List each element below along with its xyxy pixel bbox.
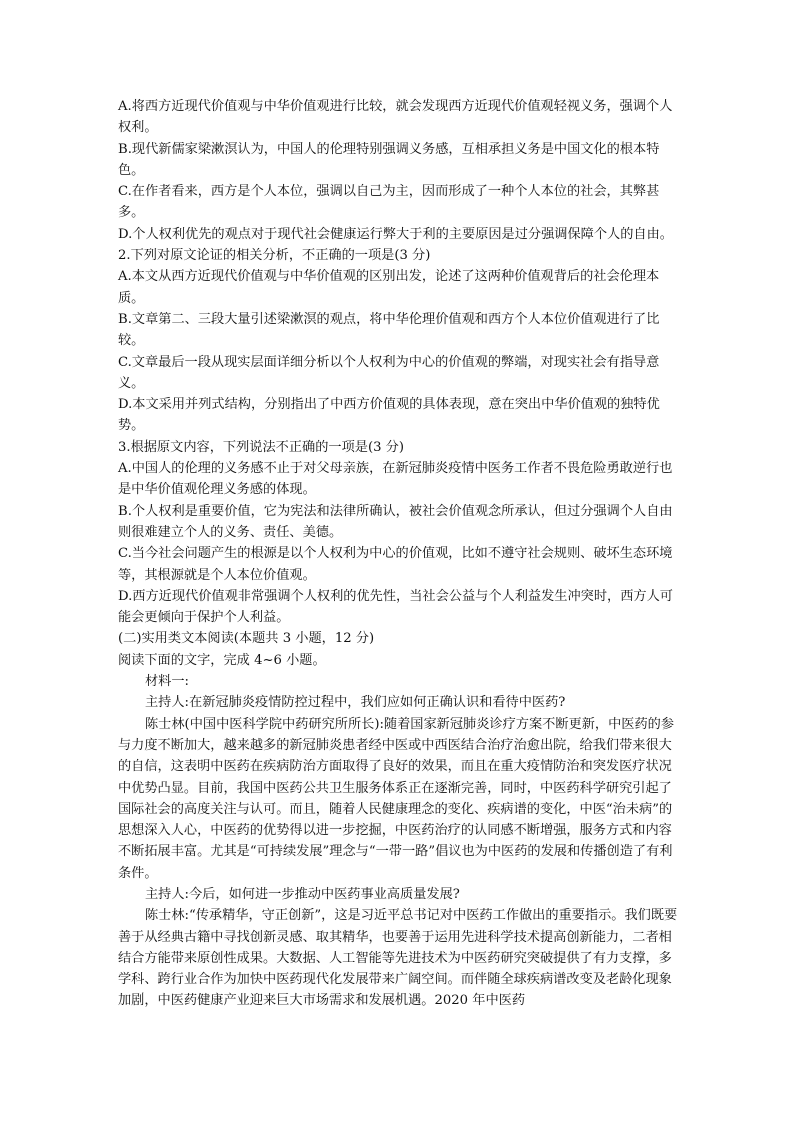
q2-option-c: C.文章最后一段从现实层面详细分析以个人权利为中心的价值观的弊端，对现实社会有指导意义。 <box>118 354 660 391</box>
answer-paragraph-1: 陈士林(中国中医科学院中药研究所所长):随着国家新冠肺炎诊疗方案不断更新，中医药的参与力度不断加大，越来越多的新冠肺炎患者经中医或中西医结合治疗治愈出院，给我们带来很大的自信，这表明中医药在疾病防治方面取得了良好的效果，而且在重大疫情防治和突发医疗状况中优势凸显。目前，我国中医药公共卫生服务体系正在逐渐完善，同时，中医药科学研究引起了国际社会的高度关注与认可。而且，随着人民健康理念的变化、疾病谱的变化，中医“治未病”的思想深入人心，中医药的优势得以进一步挖掘，中医药治疗的认同感不断增强，服务方式和内容不断拓展丰富。尤其是“可持续发展”理念与“一带一路”倡议也为中医药的发展和传播创造了有利条件。 <box>118 716 675 881</box>
q1-option-d: D.个人权利优先的观点对于现代社会健康运行弊大于利的主要原因是过分强调保障个人的自由。 <box>118 226 673 242</box>
q2-option-d: D.本文采用并列式结构，分别指出了中西方价值观的具体表现，意在突出中华价值观的独特优势。 <box>118 397 660 434</box>
material-label: 材料一: <box>145 674 190 690</box>
q2-stem: 2.下列对原文论证的相关分析，不正确的一项是(3 分) <box>118 248 431 264</box>
section-heading: (二)实用类文本阅读(本题共 3 小题，12 分) <box>118 631 375 647</box>
answer-paragraph-2: 陈士林:“传承精华，守正创新”，这是习近平总书记对中医药工作做出的重要指示。我们既要善于从经典古籍中寻找创新灵感、取其精华，也要善于运用先进科学技术提高创新能力，二者相结合方能带来原创性成果。大数据、人工智能等先进技术为中医药研究突破提供了有力支撑，多学科、跨行业合作为加快中医药现代化发展带来广阔空间。而伴随全球疾病谱改变及老龄化现象加剧，中医药健康产业迎来巨大市场需求和发展机遇。2020 年中医药 <box>118 908 678 1009</box>
exam-page <box>118 96 678 1012</box>
q3-stem: 3.根据原文内容，下列说法不正确的一项是(3 分) <box>118 439 405 455</box>
q2-option-b: B.文章第二、三段大量引述梁漱溟的观点，将中华伦理价值观和西方个人本位价值观进行了比较。 <box>118 311 660 349</box>
q3-option-b: B.个人权利是重要价值，它为宪法和法律所确认，被社会价值观念所承认，但过分强调个人自由则很难建立个人的义务、责任、美德。 <box>118 503 673 540</box>
q1-option-a: A.将西方近现代价值观与中华价值观进行比较，就会发现西方近现代价值观轻视义务，强调个人权利。 <box>118 99 673 136</box>
q3-option-d: D.西方近现代价值观非常强调个人权利的优先性，当社会公益与个人利益发生冲突时，西方人可能会更倾向于保护个人利益。 <box>118 588 673 626</box>
q1-option-c: C.在作者看来，西方是个人本位，强调以自己为主，因而形成了一种个人本位的社会，其弊甚多。 <box>118 184 660 221</box>
q2-option-a: A.本文从西方近现代价值观与中华价值观的区别出发，论述了这两种价值观背后的社会伦理本质。 <box>118 269 660 306</box>
host-question-2: 主持人:今后，如何进一步推动中医药事业高质量发展? <box>145 886 460 902</box>
q1-option-b: B.现代新儒家梁漱溟认为，中国人的伦理特别强调义务感，互相承担义务是中国文化的根本特色。 <box>118 141 660 178</box>
q3-option-c: C.当今社会问题产生的根源是以个人权利为中心的价值观，比如不遵守社会规则、破坏生态环境等，其根源就是个人本位价值观。 <box>118 546 673 583</box>
host-question-1: 主持人:在新冠肺炎疫情防控过程中，我们应如何正确认识和看待中医药? <box>145 695 566 711</box>
section-instruction: 阅读下面的文字，完成 4~6 小题。 <box>118 652 326 668</box>
q3-option-a: A.中国人的伦理的义务感不止于对父母亲族，在新冠肺炎疫情中医务工作者不畏危险勇敢逆行也是中华价值观伦理义务感的体现。 <box>118 461 673 498</box>
